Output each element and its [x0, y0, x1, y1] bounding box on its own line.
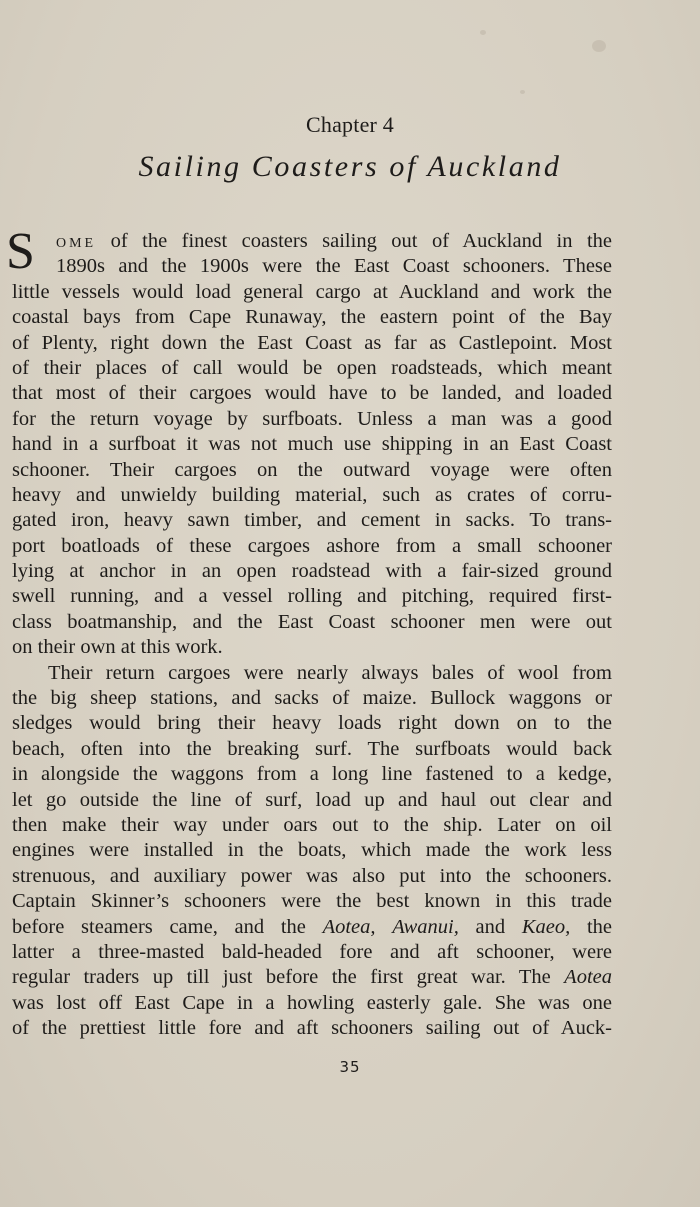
paper-speck: [592, 40, 606, 52]
text-line: class boatmanship, and the East Coast schooner men were out: [12, 610, 612, 633]
text-line: lying at anchor in an open roadstead with a fair-sized ground: [12, 560, 612, 583]
text-line: schooner. Their cargoes on the outward voyage were often: [12, 458, 612, 481]
ship-name: Aotea,: [322, 915, 376, 938]
text-line: coastal bays from Cape Runaway, the eastern point of the Bay: [12, 306, 612, 329]
chapter-title: Sailing Coasters of Auckland: [138, 150, 562, 183]
text-line: swell running, and a vessel rolling and pitching, required first-: [12, 585, 612, 608]
text-line: then make their way under oars out to the ship. Later on oil: [12, 813, 612, 836]
chapter-label: Chapter 4: [306, 112, 394, 137]
text-line: latter a three-masted bald-headed fore and aft schooner, were: [12, 940, 612, 963]
text-line: of the prettiest little fore and aft schooners sailing out of Auck-: [12, 1017, 612, 1040]
ship-name: Awanui,: [392, 915, 459, 938]
ship-name: Aotea: [564, 966, 612, 989]
text-line: of Plenty, right down the East Coast as far as Castlepoint. Most: [12, 331, 612, 354]
text-line: 1890s and the 1900s were the East Coast schooners. These: [56, 255, 612, 278]
opening-smallcaps: ome: [56, 230, 97, 252]
text-line: hand in a surfboat it was not much use shipping in an East Coast: [12, 433, 612, 456]
text-line: regular traders up till just before the first great war. The Aotea: [12, 966, 612, 989]
text-line: the big sheep stations, and sacks of maize. Bullock waggons or: [12, 687, 612, 710]
page-number: 35: [339, 1058, 361, 1076]
text-line: for the return voyage by surfboats. Unless a man was a good: [12, 407, 612, 430]
text-line: before steamers came, and the Aotea, Awanui, and Kaeo, the: [12, 915, 612, 938]
text-line: beach, often into the breaking surf. The surfboats would back: [12, 737, 612, 760]
text-line: let go outside the line of surf, load up and haul out clear and: [12, 788, 612, 811]
text-line: of their places of call would be open roadsteads, which meant: [12, 356, 612, 379]
paper-speck: [480, 30, 486, 35]
text-line: little vessels would load general cargo at Auckland and work the: [12, 280, 612, 303]
text-line: in alongside the waggons from a long line fastened to a kedge,: [12, 763, 612, 786]
text-line: on their own at this work.: [12, 636, 223, 659]
text-line: heavy and unwieldy building material, such as crates of corru-: [12, 483, 612, 506]
text-line: strenuous, and auxiliary power was also put into the schooners.: [12, 864, 612, 887]
text-line: that most of their cargoes would have to be landed, and loaded: [12, 382, 612, 405]
text-line: Captain Skinner’s schooners were the best known in this trade: [12, 890, 612, 913]
text-line: gated iron, heavy sawn timber, and cement in sacks. To trans-: [12, 509, 612, 532]
text-line: Their return cargoes were nearly always bales of wool from: [48, 661, 612, 684]
paper-speck: [520, 90, 525, 94]
text-line: engines were installed in the boats, which made the work less: [12, 839, 612, 862]
body-text: [12, 229, 612, 1042]
ship-name: Kaeo,: [521, 915, 571, 938]
text-line: ome of the finest coasters sailing out of Auckland in the: [56, 230, 612, 252]
text-line: port boatloads of these cargoes ashore from a small schooner: [12, 534, 612, 557]
drop-cap: S: [6, 223, 35, 280]
text-line: was lost off East Cape in a howling easterly gale. She was one: [12, 991, 612, 1014]
text-line: sledges would bring their heavy loads right down on to the: [12, 712, 612, 735]
